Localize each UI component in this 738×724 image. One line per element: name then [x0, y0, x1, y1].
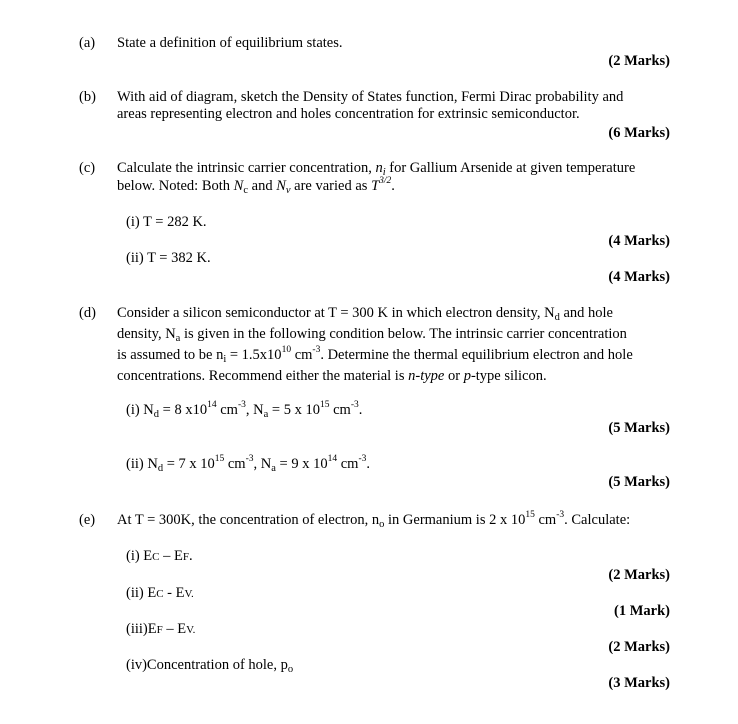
question-b-line1: With aid of diagram, sketch the Density of States function, Fermi Dirac probability and [117, 89, 624, 105]
question-e-ii-marks: (1 Mark) [614, 603, 670, 619]
question-c-line2: below. Noted: Both $N_c$ and $N_v$ are varied as $T^{3/2}$. [117, 176, 395, 196]
question-e-iv-marks: (3 Marks) [608, 675, 670, 691]
question-a-text: State a definition of equilibrium states. [117, 35, 343, 51]
question-d-line1: Consider a silicon semiconductor at T = 300 K in which electron density, $N_d$ and hole [117, 305, 613, 323]
question-d-line3: is assumed to be $n_i = 1.5x10^{10}$ $cm^{-3}$. Determine the thermal equilibrium electron and hole [117, 345, 633, 365]
question-c-label: (c) [79, 160, 96, 176]
question-e-i-marks: (2 Marks) [608, 567, 670, 583]
question-b-label: (b) [79, 89, 96, 105]
question-d-label: (d) [79, 305, 96, 321]
question-d-ii: (ii) $N_d = 7$ x $10^{15}$ $cm^{-3}$, $N_a = 9$ x $10^{14}$ $cm^{-3}$. [126, 454, 370, 474]
question-c-ii: (ii) T = 382 K. [126, 250, 211, 266]
question-e-line1: At T = 300K, the concentration of electron, $n_o$ in Germanium is 2 x $10^{15}$ $cm^{-3}$. Calculate: [117, 510, 631, 530]
question-e-ii: (ii) EC - EV. [126, 585, 194, 601]
question-d-i: (i) $N_d = 8$ $x10^{14}$ $cm^{-3}$, $N_a = 5$ x $10^{15}$ $cm^{-3}$. [126, 400, 363, 420]
question-b-line2: areas representing electron and holes concentration for extrinsic semiconductor. [117, 106, 580, 122]
question-e-iv: (iv)Concentration of hole, $p_o$ [126, 657, 294, 675]
question-d-ii-marks: (5 Marks) [608, 474, 670, 490]
question-d-i-marks: (5 Marks) [608, 420, 670, 436]
question-e-label: (e) [79, 512, 96, 528]
question-b-marks: (6 Marks) [608, 125, 670, 141]
question-c-line1: Calculate the intrinsic carrier concentration, $n_i$ for Gallium Arsenide at given temperature [117, 160, 636, 178]
question-e-iii: (iii)EF – EV. [126, 621, 196, 637]
question-c-i: (i) T = 282 K. [126, 214, 207, 230]
question-e-i: (i) EC – EF. [126, 548, 193, 564]
question-d-line2: density, $N_a$ is given in the following condition below. The intrinsic carrier concentration [117, 326, 627, 344]
question-a-label: (a) [79, 35, 96, 51]
question-c-ii-marks: (4 Marks) [608, 269, 670, 285]
question-d-line4: concentrations. Recommend either the material is n-type or p-type silicon. [117, 368, 547, 384]
question-e-iii-marks: (2 Marks) [608, 639, 670, 655]
question-a-marks: (2 Marks) [608, 53, 670, 69]
question-c-i-marks: (4 Marks) [608, 233, 670, 249]
